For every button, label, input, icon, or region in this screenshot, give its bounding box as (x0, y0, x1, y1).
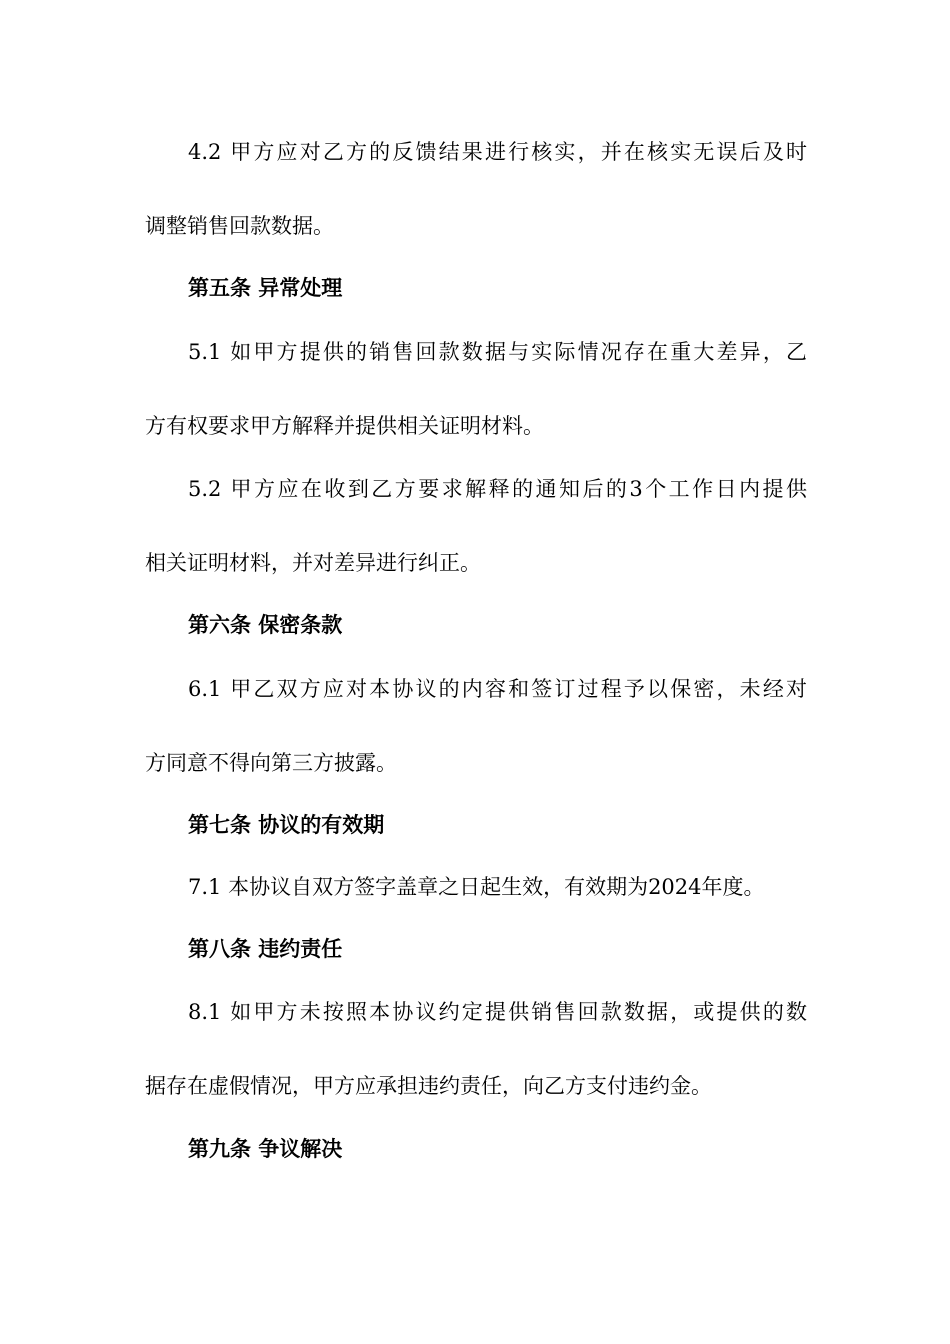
clause-5-2-line-2: 相关证明材料，并对差异进行纠正。 (145, 551, 481, 575)
article-8-heading: 第八条 违约责任 (188, 937, 343, 961)
article-6-heading: 第六条 保密条款 (188, 613, 343, 637)
article-7-heading: 第七条 协议的有效期 (188, 813, 385, 837)
clause-5-1-line-2: 方有权要求甲方解释并提供相关证明材料。 (145, 414, 544, 438)
clause-5-1-line-1: 5.1 如甲方提供的销售回款数据与实际情况存在重大差异，乙 (188, 340, 807, 364)
clause-8-1-line-2: 据存在虚假情况，甲方应承担违约责任，向乙方支付违约金。 (145, 1074, 712, 1098)
clause-4-2-line-2: 调整销售回款数据。 (145, 214, 334, 238)
article-5-heading: 第五条 异常处理 (188, 276, 343, 300)
clause-5-2-line-1: 5.2 甲方应在收到乙方要求解释的通知后的3个工作日内提供 (188, 477, 807, 501)
clause-4-2-line-1: 4.2 甲方应对乙方的反馈结果进行核实，并在核实无误后及时 (188, 140, 807, 164)
clause-7-1-line-1: 7.1 本协议自双方签字盖章之日起生效，有效期为2024年度。 (188, 875, 765, 899)
clause-6-1-line-1: 6.1 甲乙双方应对本协议的内容和签订过程予以保密，未经对 (188, 677, 807, 701)
clause-8-1-line-1: 8.1 如甲方未按照本协议约定提供销售回款数据，或提供的数 (188, 1000, 807, 1024)
article-9-heading: 第九条 争议解决 (188, 1137, 343, 1161)
clause-6-1-line-2: 方同意不得向第三方披露。 (145, 751, 397, 775)
